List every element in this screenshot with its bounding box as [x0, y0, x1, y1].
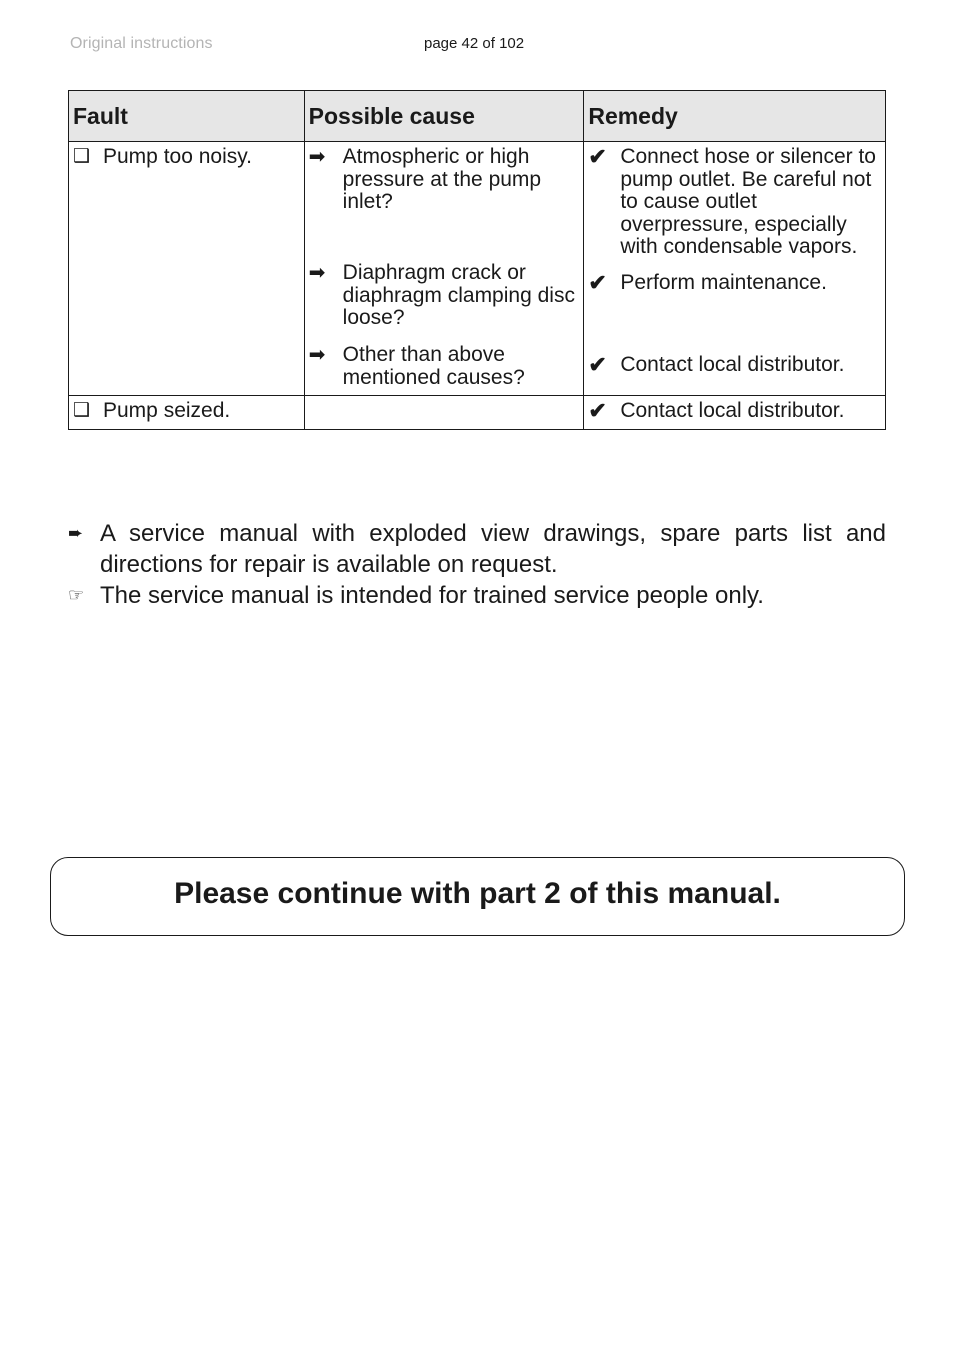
fault-item [73, 146, 300, 169]
page-indicator: page 42 of 102 [424, 35, 525, 52]
fault-cell [69, 396, 305, 430]
arrow-right-icon: ➨ [68, 523, 84, 543]
checkbox-icon: ❑ [73, 400, 91, 421]
remedy-text: Perform maintenance. [620, 271, 827, 294]
column-header-possible-cause: Possible cause [304, 91, 584, 142]
arrow-right-icon: ➡ [308, 262, 326, 284]
arrow-right-icon: ➡ [308, 344, 326, 366]
checkmark-icon: ✔ [588, 398, 607, 423]
note-item [68, 580, 886, 611]
fault-cell [69, 142, 305, 396]
cause-text: Diaphragm crack or diaphragm clamping disc loose? [342, 261, 575, 329]
cause-text: Other than above mentioned causes? [342, 343, 525, 389]
checkmark-icon: ✔ [588, 270, 607, 295]
checkmark-icon: ✔ [588, 352, 607, 377]
table-row [69, 396, 886, 430]
table-header-row [69, 91, 886, 142]
troubleshooting-table [68, 90, 886, 430]
column-header-fault: Fault [69, 91, 305, 142]
remedy-item [588, 400, 881, 423]
note-text: The service manual is intended for trained service people only. [100, 582, 764, 609]
remedy-cell [584, 142, 886, 396]
fault-text: Pump too noisy. [103, 145, 253, 168]
column-header-remedy: Remedy [584, 91, 886, 142]
cause-cell [304, 142, 584, 396]
cause-item [309, 262, 580, 344]
remedy-item [588, 354, 881, 377]
cause-text: Atmospheric or high pressure at the pump inlet? [342, 145, 542, 213]
remedy-text: Contact local distributor. [620, 353, 845, 376]
remedy-item [588, 272, 881, 354]
cause-cell [304, 396, 584, 430]
fault-text: Pump seized. [103, 399, 231, 422]
checkbox-icon: ❑ [73, 146, 91, 167]
cause-item [309, 146, 580, 262]
table-row [69, 142, 886, 396]
note-text: A service manual with exploded view drawings, spare parts list and directions for repair is available on request. [100, 520, 886, 578]
remedy-item [588, 146, 881, 272]
continue-notice-text: Please continue with part 2 of this manual. [174, 876, 781, 910]
remedy-text: Contact local distributor. [620, 399, 845, 422]
fault-item [73, 400, 300, 423]
service-notes [68, 518, 886, 611]
continue-notice-box [50, 857, 905, 936]
checkmark-icon: ✔ [588, 144, 607, 169]
pointing-hand-icon: ☞ [68, 585, 85, 605]
arrow-right-icon: ➡ [308, 146, 326, 168]
cause-item [309, 344, 580, 389]
remedy-cell [584, 396, 886, 430]
remedy-text: Connect hose or silencer to pump outlet. Be careful not to cause outlet overpressure, especially with condensable vapors. [620, 145, 876, 258]
note-item [68, 518, 886, 580]
header-document-type: Original instructions [70, 35, 213, 52]
